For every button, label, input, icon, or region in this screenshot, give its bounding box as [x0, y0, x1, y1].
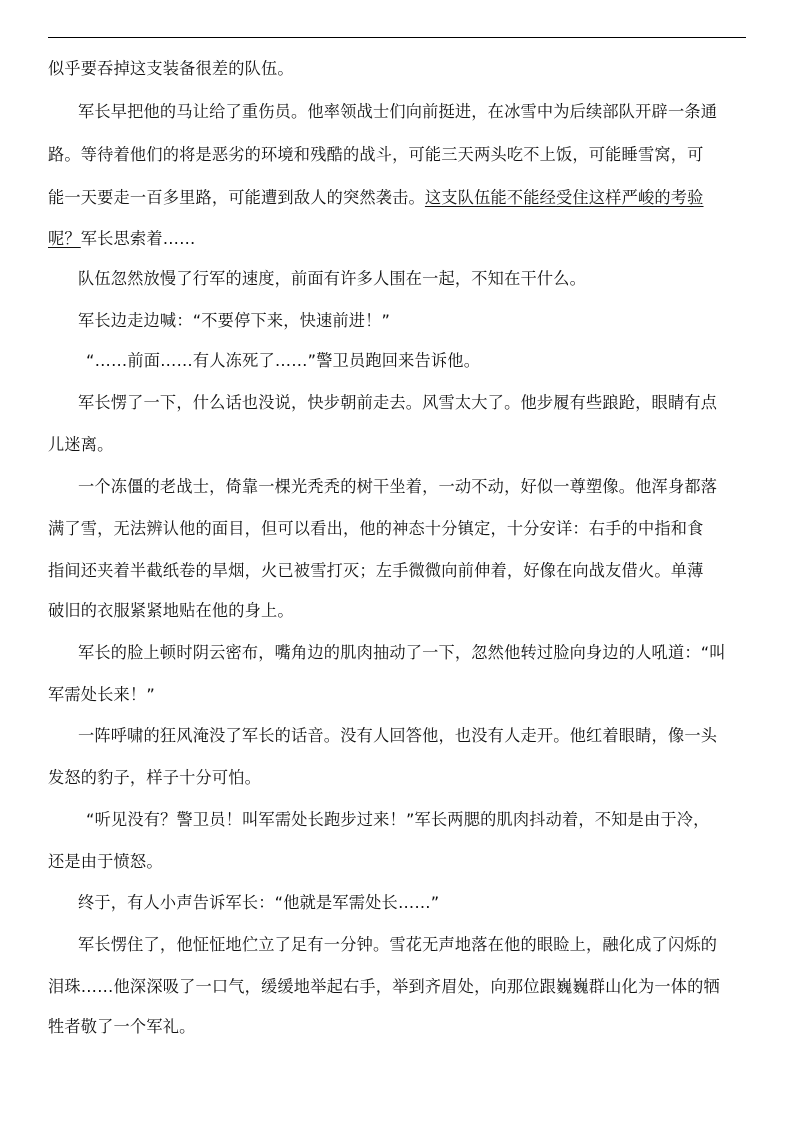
underlined-question-end: 呢？: [48, 229, 81, 248]
text-line: 似乎要吞掉这支装备很差的队伍。: [48, 59, 294, 78]
header-rule: [48, 37, 746, 38]
text-line: “听见没有？警卫员！叫军需处长跑步过来！”军长两腮的肌肉抖动着，不知是由于冷，: [86, 810, 710, 829]
text-line: [48, 187, 704, 209]
text-line: 还是由于愤怒。: [48, 852, 163, 871]
text-segment: 能一天要走一百多里路，可能遭到敌人的突然袭击。: [48, 188, 425, 207]
text-line: 军长愣住了，他怔怔地伫立了足有一分钟。雪花无声地落在他的眼睑上，融化成了闪烁的: [78, 935, 718, 954]
text-line: 路。等待着他们的将是恶劣的环境和残酷的战斗，可能三天两头吃不上饭，可能睡雪窝，可: [48, 145, 704, 164]
text-line: 破旧的衣服紧紧地贴在他的身上。: [48, 601, 294, 620]
text-line: 牲者敬了一个军礼。: [48, 1017, 196, 1036]
text-line: 终于，有人小声告诉军长：“他就是军需处长……”: [78, 893, 440, 912]
text-line: 军长早把他的马让给了重伤员。他率领战士们向前挺进，在冰雪中为后续部队开辟一条通: [78, 102, 718, 121]
text-line: 一个冻僵的老战士，倚靠一棵光秃秃的树干坐着，一动不动，好似一尊塑像。他浑身都落: [78, 477, 718, 496]
text-line: 儿迷离。: [48, 435, 114, 454]
underlined-question: 这支队伍能不能经受住这样严峻的考验: [424, 188, 704, 207]
text-line: 满了雪，无法辨认他的面目，但可以看出，他的神态十分镇定，十分安详：右手的中指和食: [48, 519, 704, 538]
text-line: “……前面……有人冻死了……”警卫员跑回来告诉他。: [86, 351, 481, 370]
text-line: 军长愣了一下，什么话也没说，快步朝前走去。风雪太大了。他步履有些踉跄，眼睛有点: [78, 393, 718, 412]
text-line: 指间还夹着半截纸卷的旱烟，火已被雪打灭；左手微微向前伸着，好像在向战友借火。单薄: [48, 561, 704, 580]
text-line: [48, 228, 196, 250]
text-line: 军需处长来！”: [48, 685, 155, 704]
text-line: 军长的脸上顿时阴云密布，嘴角边的肌肉抽动了一下，忽然他转过脸向身边的人吼道：“叫: [78, 643, 726, 662]
text-line: 泪珠……他深深吸了一口气，缓缓地举起右手，举到齐眉处，向那位跟巍巍群山化为一体的牺: [48, 977, 720, 996]
text-line: 军长边走边喊：“不要停下来，快速前进！”: [78, 311, 391, 330]
text-line: 发怒的豹子，样子十分可怕。: [48, 768, 262, 787]
text-segment: 军长思索着……: [80, 229, 196, 248]
text-line: 一阵呼啸的狂风淹没了军长的话音。没有人回答他，也没有人走开。他红着眼睛，像一头: [78, 726, 718, 745]
text-line: 队伍忽然放慢了行军的速度，前面有许多人围在一起，不知在干什么。: [78, 269, 587, 288]
